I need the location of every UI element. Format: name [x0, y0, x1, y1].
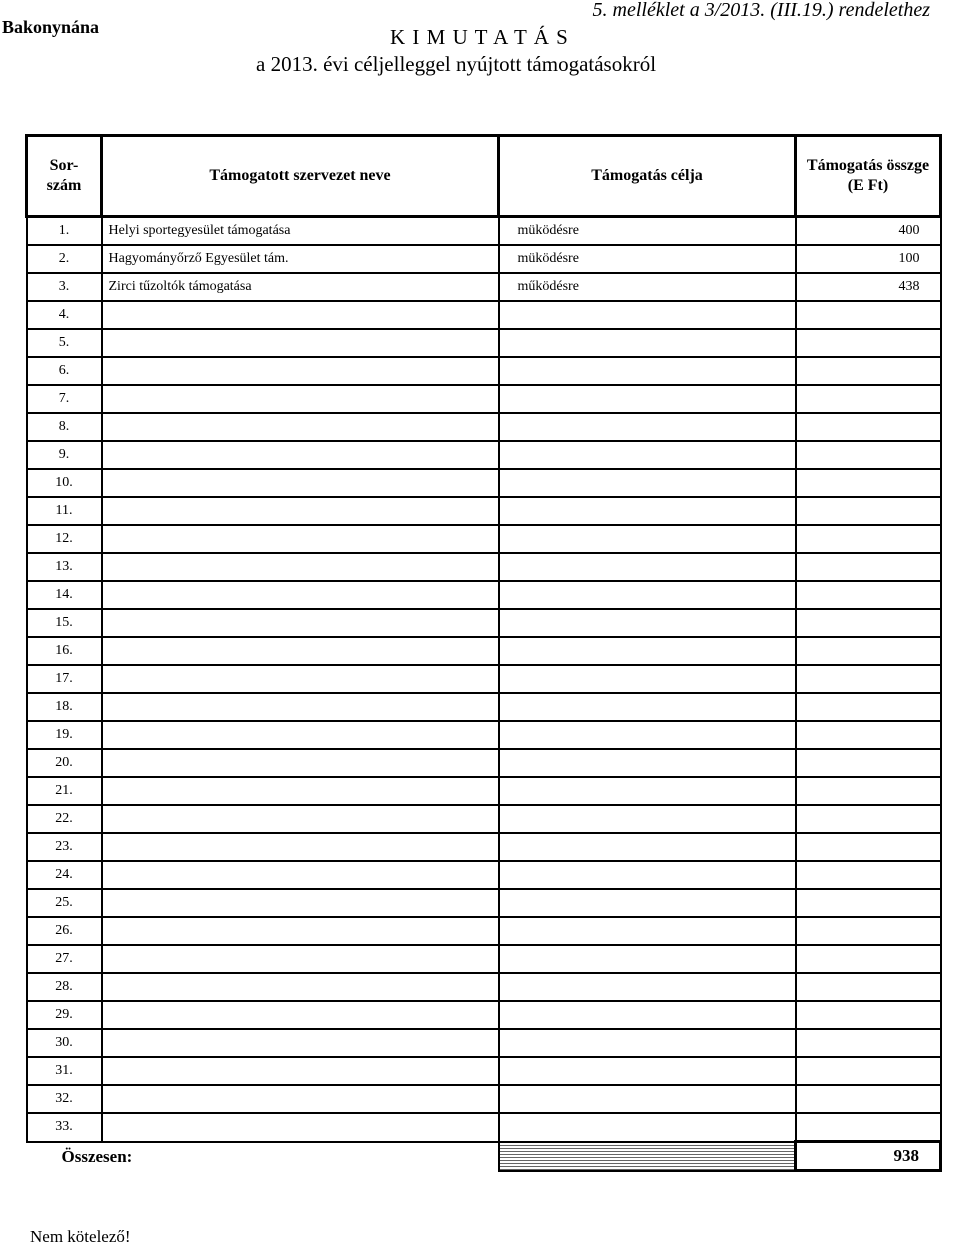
purpose-cell: [499, 581, 796, 609]
row-number-cell: 24.: [27, 861, 102, 889]
organization-name-cell: Hagyományőrző Egyesület tám.: [102, 245, 499, 273]
column-header-number-line2: szám: [46, 177, 82, 194]
total-hatched-cell: [499, 1142, 796, 1171]
organization-name-cell: Helyi sportegyesület támogatása: [102, 217, 499, 246]
table-row: [27, 385, 941, 413]
row-number-cell: 11.: [27, 497, 102, 525]
table-row: [27, 217, 941, 246]
purpose-cell: [499, 413, 796, 441]
amount-cell: [796, 777, 941, 805]
purpose-cell: müködésre: [499, 217, 796, 246]
row-number-cell: 15.: [27, 609, 102, 637]
amount-cell: [796, 749, 941, 777]
amount-cell: [796, 1113, 941, 1142]
table-row: [27, 301, 941, 329]
purpose-cell: [499, 945, 796, 973]
amount-cell: [796, 525, 941, 553]
table-row: [27, 945, 941, 973]
row-number-cell: 32.: [27, 1085, 102, 1113]
row-number-cell: 4.: [27, 301, 102, 329]
purpose-cell: [499, 553, 796, 581]
table-row: [27, 749, 941, 777]
column-header-amount-line1: Támogatás összge: [806, 157, 930, 174]
amount-cell: [796, 973, 941, 1001]
organization-name-cell: [102, 889, 499, 917]
organization-name-cell: [102, 1085, 499, 1113]
table-row: [27, 665, 941, 693]
table-row: [27, 581, 941, 609]
total-amount: 938: [796, 1142, 941, 1171]
table-header-row: [27, 136, 941, 217]
purpose-cell: [499, 805, 796, 833]
row-number-cell: 25.: [27, 889, 102, 917]
table-row: [27, 1001, 941, 1029]
purpose-cell: [499, 1085, 796, 1113]
row-number-cell: 16.: [27, 637, 102, 665]
organization-name-cell: [102, 721, 499, 749]
table-row: [27, 497, 941, 525]
column-header-amount-line2: (E Ft): [847, 177, 889, 194]
row-number-cell: 14.: [27, 581, 102, 609]
row-number-cell: 10.: [27, 469, 102, 497]
organization-name-cell: [102, 1001, 499, 1029]
table-row: [27, 861, 941, 889]
organization-name-cell: [102, 945, 499, 973]
amount-cell: [796, 609, 941, 637]
table-row: [27, 329, 941, 357]
row-number-cell: 20.: [27, 749, 102, 777]
column-header-amount: [796, 136, 941, 217]
organization-name-cell: [102, 805, 499, 833]
amount-cell: [796, 861, 941, 889]
row-number-cell: 6.: [27, 357, 102, 385]
amount-cell: [796, 637, 941, 665]
amount-cell: [796, 329, 941, 357]
organization-name-cell: [102, 329, 499, 357]
amount-cell: [796, 889, 941, 917]
table-row: [27, 693, 941, 721]
organization-name-cell: [102, 441, 499, 469]
organization-name-cell: [102, 749, 499, 777]
organization-name-cell: [102, 1057, 499, 1085]
organization-name-cell: [102, 553, 499, 581]
table-row: [27, 1057, 941, 1085]
table-row: [27, 609, 941, 637]
table-row: [27, 553, 941, 581]
organization-name-cell: [102, 693, 499, 721]
organization-name-cell: [102, 917, 499, 945]
purpose-cell: [499, 357, 796, 385]
row-number-cell: 29.: [27, 1001, 102, 1029]
row-number-cell: 26.: [27, 917, 102, 945]
organization-name-cell: [102, 413, 499, 441]
organization-name-cell: [102, 609, 499, 637]
amount-cell: [796, 301, 941, 329]
purpose-cell: [499, 861, 796, 889]
row-number-cell: 8.: [27, 413, 102, 441]
row-number-cell: 3.: [27, 273, 102, 301]
amount-cell: [796, 945, 941, 973]
purpose-cell: [499, 441, 796, 469]
table-row: [27, 889, 941, 917]
row-number-cell: 17.: [27, 665, 102, 693]
total-label: Összesen:: [61, 1146, 133, 1166]
purpose-cell: [499, 1113, 796, 1142]
amount-cell: [796, 917, 941, 945]
purpose-cell: [499, 749, 796, 777]
amount-cell: [796, 441, 941, 469]
table-row: [27, 777, 941, 805]
column-header-number-line1: Sor-: [49, 157, 79, 174]
purpose-cell: [499, 777, 796, 805]
amount-cell: 100: [796, 245, 941, 273]
table-row: [27, 413, 941, 441]
organization-name-cell: [102, 1029, 499, 1057]
organization-name-cell: [102, 665, 499, 693]
row-number-cell: 7.: [27, 385, 102, 413]
document-title: K I M U T A T Á S: [390, 25, 569, 49]
amount-cell: 400: [796, 217, 941, 246]
amount-cell: [796, 805, 941, 833]
row-number-cell: 22.: [27, 805, 102, 833]
purpose-cell: [499, 329, 796, 357]
row-number-cell: 31.: [27, 1057, 102, 1085]
amount-cell: [796, 413, 941, 441]
organization-name-cell: [102, 861, 499, 889]
row-number-cell: 18.: [27, 693, 102, 721]
table-row: [27, 525, 941, 553]
row-number-cell: 33.: [27, 1113, 102, 1142]
table-row: [27, 917, 941, 945]
purpose-cell: [499, 1001, 796, 1029]
organization-name-cell: [102, 469, 499, 497]
column-header-number: [27, 136, 102, 217]
amount-cell: [796, 553, 941, 581]
row-number-cell: 21.: [27, 777, 102, 805]
total-row: [27, 1142, 941, 1171]
organization-name-cell: [102, 833, 499, 861]
row-number-cell: 9.: [27, 441, 102, 469]
annex-reference: 5. melléklet a 3/2013. (III.19.) rendelethez: [592, 0, 930, 21]
column-header-purpose: Támogatás célja: [499, 136, 796, 217]
purpose-cell: [499, 497, 796, 525]
purpose-cell: [499, 973, 796, 1001]
purpose-cell: [499, 1057, 796, 1085]
amount-cell: [796, 469, 941, 497]
purpose-cell: [499, 917, 796, 945]
row-number-cell: 23.: [27, 833, 102, 861]
table-row: [27, 273, 941, 301]
organization-name-cell: Zirci tűzoltók támogatása: [102, 273, 499, 301]
row-number-cell: 12.: [27, 525, 102, 553]
organization-name-cell: [102, 385, 499, 413]
purpose-cell: [499, 469, 796, 497]
organization-name-cell: [102, 525, 499, 553]
table-row: [27, 805, 941, 833]
amount-cell: [796, 1085, 941, 1113]
amount-cell: [796, 833, 941, 861]
organization-name-cell: [102, 777, 499, 805]
purpose-cell: müködésre: [499, 245, 796, 273]
amount-cell: [796, 357, 941, 385]
amount-cell: [796, 1057, 941, 1085]
row-number-cell: 27.: [27, 945, 102, 973]
purpose-cell: [499, 385, 796, 413]
organization-name-cell: [102, 497, 499, 525]
table-row: [27, 833, 941, 861]
purpose-cell: [499, 637, 796, 665]
row-number-cell: 19.: [27, 721, 102, 749]
amount-cell: 438: [796, 273, 941, 301]
amount-cell: [796, 385, 941, 413]
row-number-cell: 13.: [27, 553, 102, 581]
amount-cell: [796, 1001, 941, 1029]
row-number-cell: 28.: [27, 973, 102, 1001]
table-row: [27, 469, 941, 497]
row-number-cell: 30.: [27, 1029, 102, 1057]
purpose-cell: [499, 301, 796, 329]
organization-name-cell: [102, 973, 499, 1001]
purpose-cell: [499, 693, 796, 721]
amount-cell: [796, 497, 941, 525]
organization-name-cell: [102, 581, 499, 609]
table-row: [27, 357, 941, 385]
table-row: [27, 1085, 941, 1113]
purpose-cell: [499, 721, 796, 749]
amount-cell: [796, 721, 941, 749]
row-number-cell: 1.: [27, 217, 102, 246]
amount-cell: [796, 1029, 941, 1057]
purpose-cell: [499, 609, 796, 637]
row-number-cell: 2.: [27, 245, 102, 273]
organization-name-cell: [102, 637, 499, 665]
organization-name-cell: [102, 1113, 499, 1142]
optional-note: Nem kötelező!: [30, 1227, 131, 1246]
purpose-cell: [499, 525, 796, 553]
document-subtitle: a 2013. évi céljelleggel nyújtott támogatásokról: [256, 52, 657, 76]
support-table: [25, 134, 942, 1172]
row-number-cell: 5.: [27, 329, 102, 357]
table-row: [27, 441, 941, 469]
organization-name-cell: [102, 357, 499, 385]
column-header-name: Támogatott szervezet neve: [102, 136, 499, 217]
purpose-cell: [499, 665, 796, 693]
amount-cell: [796, 693, 941, 721]
table-row: [27, 245, 941, 273]
settlement-name: Bakonynána: [2, 17, 100, 37]
organization-name-cell: [102, 301, 499, 329]
table-row: [27, 973, 941, 1001]
table-row: [27, 637, 941, 665]
table-row: [27, 721, 941, 749]
amount-cell: [796, 665, 941, 693]
purpose-cell: [499, 833, 796, 861]
purpose-cell: [499, 1029, 796, 1057]
amount-cell: [796, 581, 941, 609]
table-row: [27, 1113, 941, 1142]
table-row: [27, 1029, 941, 1057]
purpose-cell: működésre: [499, 273, 796, 301]
purpose-cell: [499, 889, 796, 917]
